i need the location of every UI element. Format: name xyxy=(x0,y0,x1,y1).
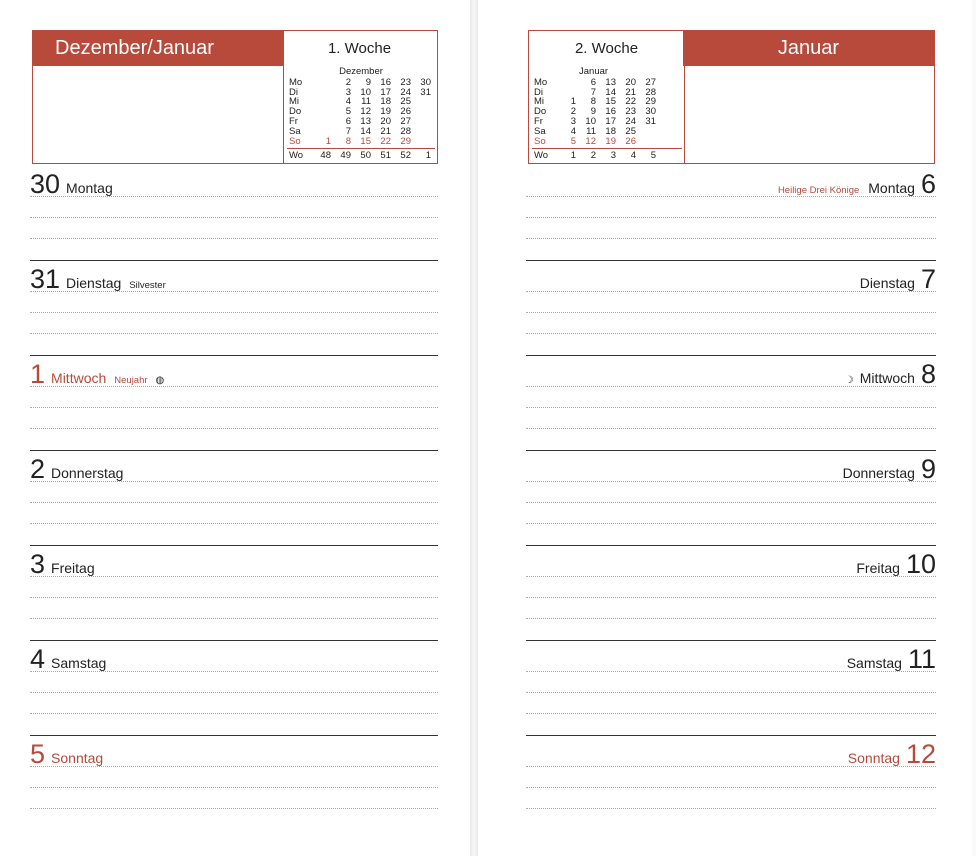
mini-calendar-cell: 8 xyxy=(590,96,596,108)
mini-calendar-cell: 28 xyxy=(645,86,656,98)
mini-calendar-row xyxy=(287,137,435,147)
mini-calendar-cell: 29 xyxy=(645,96,656,108)
mini-calendar-cell: 6 xyxy=(345,115,351,127)
mini-calendar-cell: 4 xyxy=(630,150,636,162)
right-week-label: 2. Woche xyxy=(574,40,639,57)
mini-calendar-cell: 30 xyxy=(420,76,431,88)
mini-calendar-cell: 27 xyxy=(645,76,656,88)
mini-calendar-row-label: Mi xyxy=(289,96,300,108)
mini-calendar-cell xyxy=(313,97,333,107)
mini-calendar-cell xyxy=(413,137,433,147)
mini-calendar-cell: 3 xyxy=(570,115,576,127)
left-month-band: Dezember/Januar xyxy=(33,31,283,65)
mini-calendar-cell: 31 xyxy=(420,86,431,98)
mini-calendar-cell: 10 xyxy=(360,86,371,98)
mini-calendar-cell: 24 xyxy=(400,86,411,98)
mini-calendar-cell: 27 xyxy=(400,115,411,127)
day-heading xyxy=(526,644,936,676)
mini-calendar-cell: 31 xyxy=(645,115,656,127)
mini-calendar-cell: 1 xyxy=(325,135,331,147)
weekday-label: Samstag xyxy=(51,655,107,671)
day-entry[interactable] xyxy=(30,545,438,640)
mini-calendar-cell: 2 xyxy=(345,76,351,88)
mini-calendar-cell: 22 xyxy=(380,135,391,147)
mini-calendar-cell: 48 xyxy=(320,150,331,162)
mini-calendar-cell: 50 xyxy=(360,150,371,162)
mini-calendar-cell: 18 xyxy=(380,96,391,108)
mini-calendar-cell: 24 xyxy=(625,115,636,127)
mini-calendar-cell: 14 xyxy=(605,86,616,98)
weekday-label: Freitag xyxy=(856,560,900,576)
mini-calendar-cell xyxy=(413,127,433,137)
weekday-label: Samstag xyxy=(846,655,902,671)
day-entry[interactable] xyxy=(30,735,438,830)
day-entry[interactable] xyxy=(526,165,936,260)
mini-calendar-cell: 3 xyxy=(610,150,616,162)
mini-calendar-cell: 18 xyxy=(605,125,616,137)
mini-calendar-cell: 21 xyxy=(625,86,636,98)
right-mini-calendar xyxy=(532,67,682,160)
day-entry[interactable] xyxy=(526,450,936,545)
right-page xyxy=(478,0,972,856)
day-number: 31 xyxy=(30,264,61,294)
day-heading xyxy=(526,169,936,201)
weekday-label: Freitag xyxy=(51,560,95,576)
day-number: 6 xyxy=(920,169,936,199)
day-number: 8 xyxy=(920,359,936,389)
day-number: 9 xyxy=(920,454,936,484)
mini-calendar-cell: 5 xyxy=(345,106,351,118)
mini-calendar-cell: 49 xyxy=(340,150,351,162)
day-heading xyxy=(30,359,438,391)
day-heading xyxy=(30,169,438,201)
mini-calendar-cell: 13 xyxy=(605,76,616,88)
mini-calendar-cell: 5 xyxy=(570,135,576,147)
day-entry[interactable] xyxy=(30,355,438,450)
mini-calendar-cell: 11 xyxy=(586,125,596,137)
mini-calendar-cell: 15 xyxy=(360,135,371,147)
day-number: 12 xyxy=(905,739,936,769)
mini-calendar-row-label: Mo xyxy=(289,76,303,88)
day-number: 7 xyxy=(920,264,936,294)
mini-calendar-row-label: Sa xyxy=(534,125,546,137)
holiday-label: Neujahr xyxy=(114,375,148,386)
mini-calendar-cell: 19 xyxy=(380,106,391,118)
day-heading xyxy=(30,264,438,296)
mini-calendar-cell: 20 xyxy=(625,76,636,88)
left-page xyxy=(0,0,470,856)
mini-calendar-cell: 10 xyxy=(585,115,596,127)
day-entry[interactable] xyxy=(526,355,936,450)
mini-calendar-cell xyxy=(558,78,578,88)
weekday-label: Sonntag xyxy=(51,750,104,766)
mini-calendar-cell: 13 xyxy=(360,115,371,127)
weekday-label: Donnerstag xyxy=(51,465,124,481)
mini-calendar-row-label: Di xyxy=(534,86,543,98)
weekday-label: Dienstag xyxy=(66,275,122,291)
day-number: 5 xyxy=(30,739,46,769)
mini-calendar-cell: 17 xyxy=(605,115,616,127)
mini-calendar-cell: 19 xyxy=(605,135,616,147)
mini-calendar-row-label: Fr xyxy=(534,115,543,127)
mini-calendar-cell: 9 xyxy=(365,76,371,88)
left-header-box xyxy=(32,30,438,164)
mini-calendar-cell: 2 xyxy=(570,106,576,118)
day-number: 2 xyxy=(30,454,46,484)
mini-calendar-cell: 8 xyxy=(345,135,351,147)
day-number: 4 xyxy=(30,644,46,674)
mini-calendar-cell: 9 xyxy=(590,106,596,118)
mini-calendar-cell: 1 xyxy=(570,96,576,108)
weekday-label: Montag xyxy=(66,180,113,196)
mini-calendar-row-label: Wo xyxy=(534,150,549,162)
mini-calendar-cell: 2 xyxy=(590,150,596,162)
mini-calendar-row-label: Di xyxy=(289,86,298,98)
mini-calendar-cell xyxy=(413,117,433,127)
mini-calendar-cell: 26 xyxy=(625,135,636,147)
mini-calendar-cell: 21 xyxy=(380,125,391,137)
day-heading xyxy=(30,549,438,581)
mini-calendar-cell xyxy=(313,78,333,88)
moon-phase-icon: ◍ xyxy=(155,375,165,386)
mini-calendar-cell: 4 xyxy=(570,125,576,137)
mini-calendar-cell xyxy=(313,117,333,127)
day-number: 11 xyxy=(907,644,936,674)
mini-calendar-cell: 17 xyxy=(380,86,391,98)
day-entry[interactable] xyxy=(526,640,936,735)
mini-calendar-cell: 16 xyxy=(380,76,391,88)
day-entry[interactable] xyxy=(30,260,438,355)
mini-calendar-cell xyxy=(413,97,433,107)
weekday-label: Montag xyxy=(868,180,915,196)
day-number: 10 xyxy=(905,549,936,579)
mini-calendar-week-row xyxy=(287,148,435,160)
day-number: 30 xyxy=(30,169,61,199)
mini-calendar-title: Januar xyxy=(579,66,609,77)
day-heading xyxy=(526,454,936,486)
mini-calendar-row-label: Do xyxy=(289,106,302,118)
day-heading xyxy=(526,739,936,771)
holiday-label: Heilige Drei Könige xyxy=(777,185,860,196)
mini-calendar-cell: 25 xyxy=(400,96,411,108)
mini-calendar-row xyxy=(532,137,682,147)
left-week-label: 1. Woche xyxy=(327,40,392,57)
day-heading xyxy=(526,359,936,391)
mini-calendar-cell: 14 xyxy=(360,125,371,137)
day-entry[interactable] xyxy=(526,260,936,355)
mini-calendar-cell: 7 xyxy=(590,86,596,98)
mini-calendar-cell: 1 xyxy=(570,150,576,162)
day-heading xyxy=(526,549,936,581)
mini-calendar-cell: 4 xyxy=(345,96,351,108)
mini-calendar-cell: 22 xyxy=(625,96,636,108)
left-mini-calendar xyxy=(287,67,435,160)
mini-calendar-cell: 11 xyxy=(361,96,371,108)
mini-calendar-cell: 16 xyxy=(605,106,616,118)
mini-calendar-cell: 29 xyxy=(400,135,411,147)
day-number: 1 xyxy=(30,359,46,389)
day-entry[interactable] xyxy=(526,545,936,640)
day-heading xyxy=(30,644,438,676)
mini-calendar-row-label: Sa xyxy=(289,125,301,137)
mini-calendar-row-label: So xyxy=(289,135,301,147)
mini-calendar-cell: 15 xyxy=(605,96,616,108)
mini-calendar-cell: 23 xyxy=(625,106,636,118)
mini-calendar-week-row xyxy=(532,148,682,160)
mini-calendar-cell: 3 xyxy=(345,86,351,98)
weekday-label: Donnerstag xyxy=(842,465,915,481)
mini-calendar-row-label: Mi xyxy=(534,96,545,108)
mini-calendar-title: Dezember xyxy=(339,66,383,77)
day-heading xyxy=(30,739,438,771)
mini-calendar-cell: 1 xyxy=(425,150,431,162)
mini-calendar-row-label: Fr xyxy=(289,115,298,127)
mini-calendar-cell xyxy=(413,107,433,117)
day-heading xyxy=(526,264,936,296)
mini-calendar-cell xyxy=(638,137,658,147)
mini-calendar-cell: 23 xyxy=(400,76,411,88)
mini-calendar-cell: 25 xyxy=(625,125,636,137)
mini-calendar-cell: 52 xyxy=(400,150,411,162)
day-entry[interactable] xyxy=(30,165,438,260)
moon-phase-icon: ☽ xyxy=(844,375,854,386)
day-heading xyxy=(30,454,438,486)
mini-calendar-cell: 28 xyxy=(400,125,411,137)
mini-calendar-cell xyxy=(313,107,333,117)
mini-calendar-cell: 12 xyxy=(360,106,371,118)
day-entry[interactable] xyxy=(30,640,438,735)
weekday-label: Mittwoch xyxy=(859,370,915,386)
weekday-label: Dienstag xyxy=(859,275,915,291)
mini-calendar-cell: 7 xyxy=(345,125,351,137)
right-month-band: Januar xyxy=(683,31,934,65)
mini-calendar-row-label: Wo xyxy=(289,150,304,162)
mini-calendar-row-label: Do xyxy=(534,106,547,118)
mini-calendar-cell: 30 xyxy=(645,106,656,118)
right-header-box xyxy=(528,30,935,164)
holiday-label: Silvester xyxy=(129,280,166,291)
mini-calendar-cell: 6 xyxy=(590,76,596,88)
mini-calendar-cell xyxy=(638,127,658,137)
book-gutter xyxy=(470,0,478,856)
day-entry[interactable] xyxy=(30,450,438,545)
mini-calendar-cell: 5 xyxy=(650,150,656,162)
mini-calendar-cell xyxy=(313,88,333,98)
mini-calendar-row-label: Mo xyxy=(534,76,548,88)
mini-calendar-cell: 12 xyxy=(585,135,596,147)
weekday-label: Sonntag xyxy=(847,750,900,766)
mini-calendar-cell: 26 xyxy=(400,106,411,118)
day-entry[interactable] xyxy=(526,735,936,830)
day-number: 3 xyxy=(30,549,46,579)
mini-calendar-cell: 20 xyxy=(380,115,391,127)
mini-calendar-cell: 51 xyxy=(380,150,391,162)
weekday-label: Mittwoch xyxy=(51,370,107,386)
mini-calendar-row-label: So xyxy=(534,135,546,147)
